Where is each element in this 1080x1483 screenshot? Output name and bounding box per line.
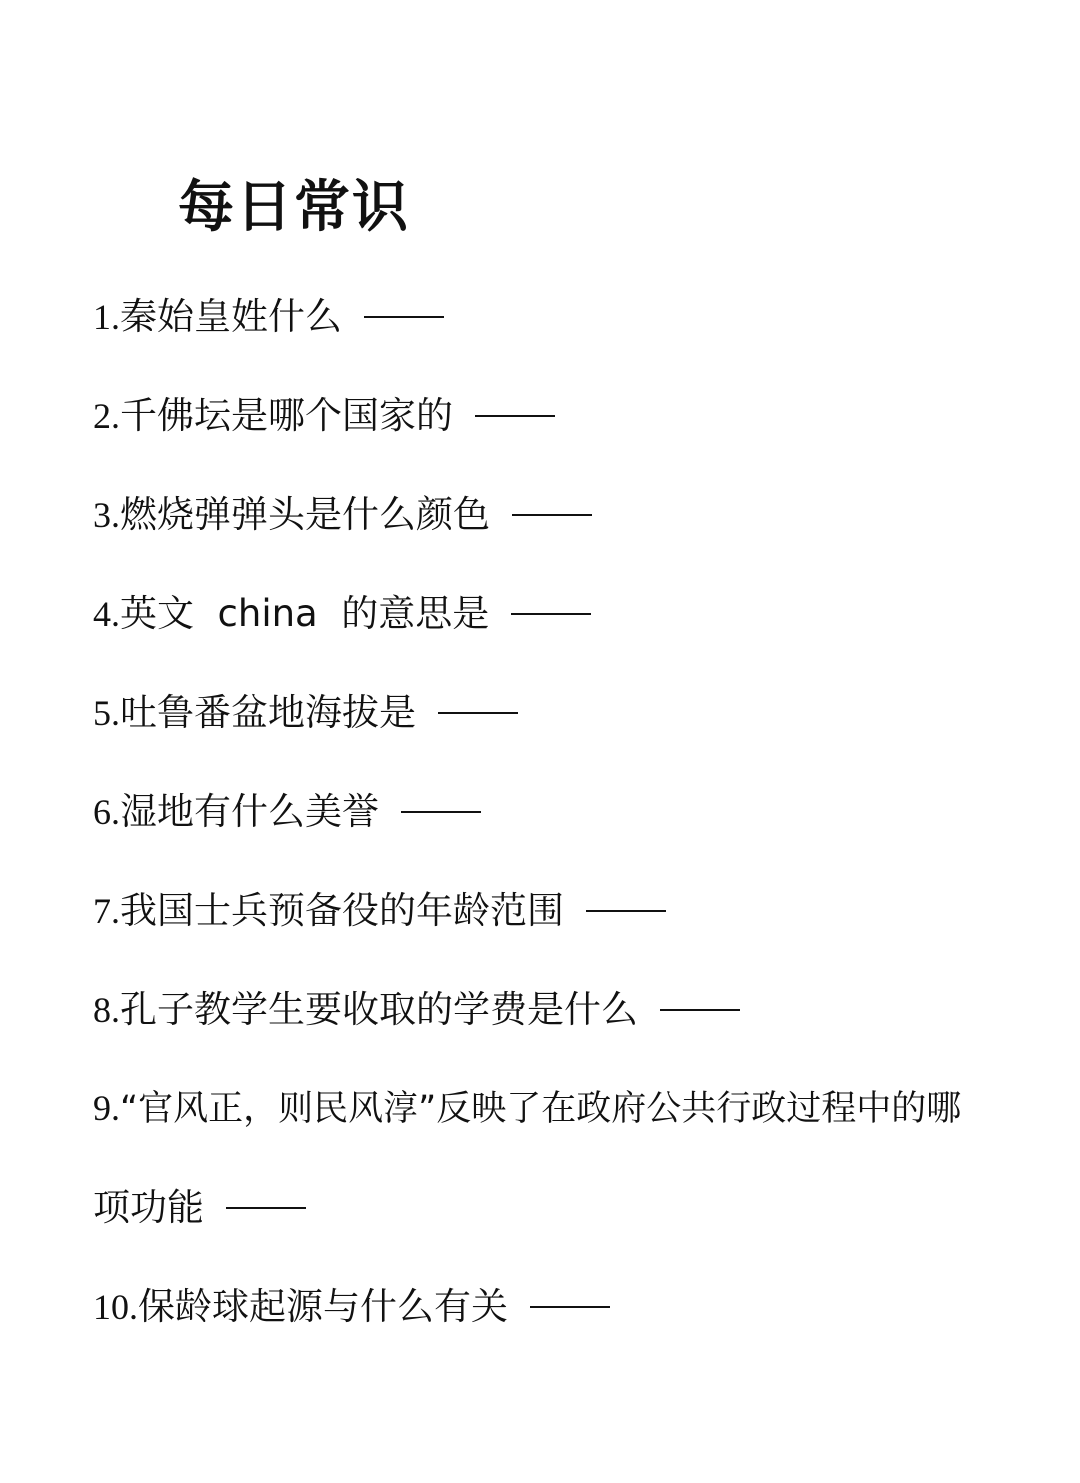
- question-7: [93, 889, 666, 932]
- question-number: 5.: [93, 693, 120, 733]
- question-number: 10.: [93, 1287, 138, 1327]
- question-number: 4.: [93, 594, 120, 634]
- question-text: 保龄球起源与什么有关: [138, 1285, 508, 1328]
- answer-blank: [511, 613, 591, 615]
- answer-blank: [660, 1009, 740, 1011]
- question-1: [93, 295, 444, 338]
- question-text: 吐鲁番盆地海拔是: [120, 691, 416, 734]
- question-text-continued: 项功能: [93, 1186, 204, 1229]
- question-8: [93, 988, 740, 1031]
- question-text: 千佛坛是哪个国家的: [120, 394, 453, 437]
- question-text: 英文 china 的意思是: [120, 592, 490, 635]
- question-2: [93, 394, 555, 437]
- question-text: 燃烧弹弹头是什么颜色: [120, 493, 490, 536]
- question-text: 湿地有什么美誉: [120, 790, 379, 833]
- question-text: 孔子教学生要收取的学费是什么: [120, 988, 638, 1031]
- question-10: [93, 1285, 610, 1328]
- question-text: “官风正，则民风淳”反映了在政府公共行政过程中的哪: [120, 1089, 962, 1129]
- answer-blank: [438, 712, 518, 714]
- answer-blank: [530, 1306, 610, 1308]
- question-number: 1.: [93, 297, 120, 337]
- page-title: 每日常识: [178, 175, 410, 240]
- answer-blank: [226, 1207, 306, 1209]
- question-4: [93, 592, 591, 635]
- question-text: 秦始皇姓什么: [120, 295, 342, 338]
- question-9-continued: [93, 1186, 306, 1229]
- question-5: [93, 691, 518, 734]
- question-number: 2.: [93, 396, 120, 436]
- question-6: [93, 790, 481, 833]
- question-number: 6.: [93, 792, 120, 832]
- answer-blank: [512, 514, 592, 516]
- question-number: 9.: [93, 1088, 120, 1128]
- question-number: 7.: [93, 891, 120, 931]
- question-text: 我国士兵预备役的年龄范围: [120, 889, 564, 932]
- answer-blank: [401, 811, 481, 813]
- answer-blank: [586, 910, 666, 912]
- answer-blank: [475, 415, 555, 417]
- question-number: 8.: [93, 990, 120, 1030]
- question-number: 3.: [93, 495, 120, 535]
- question-3: [93, 493, 592, 536]
- answer-blank: [364, 316, 444, 318]
- question-9: [93, 1090, 961, 1127]
